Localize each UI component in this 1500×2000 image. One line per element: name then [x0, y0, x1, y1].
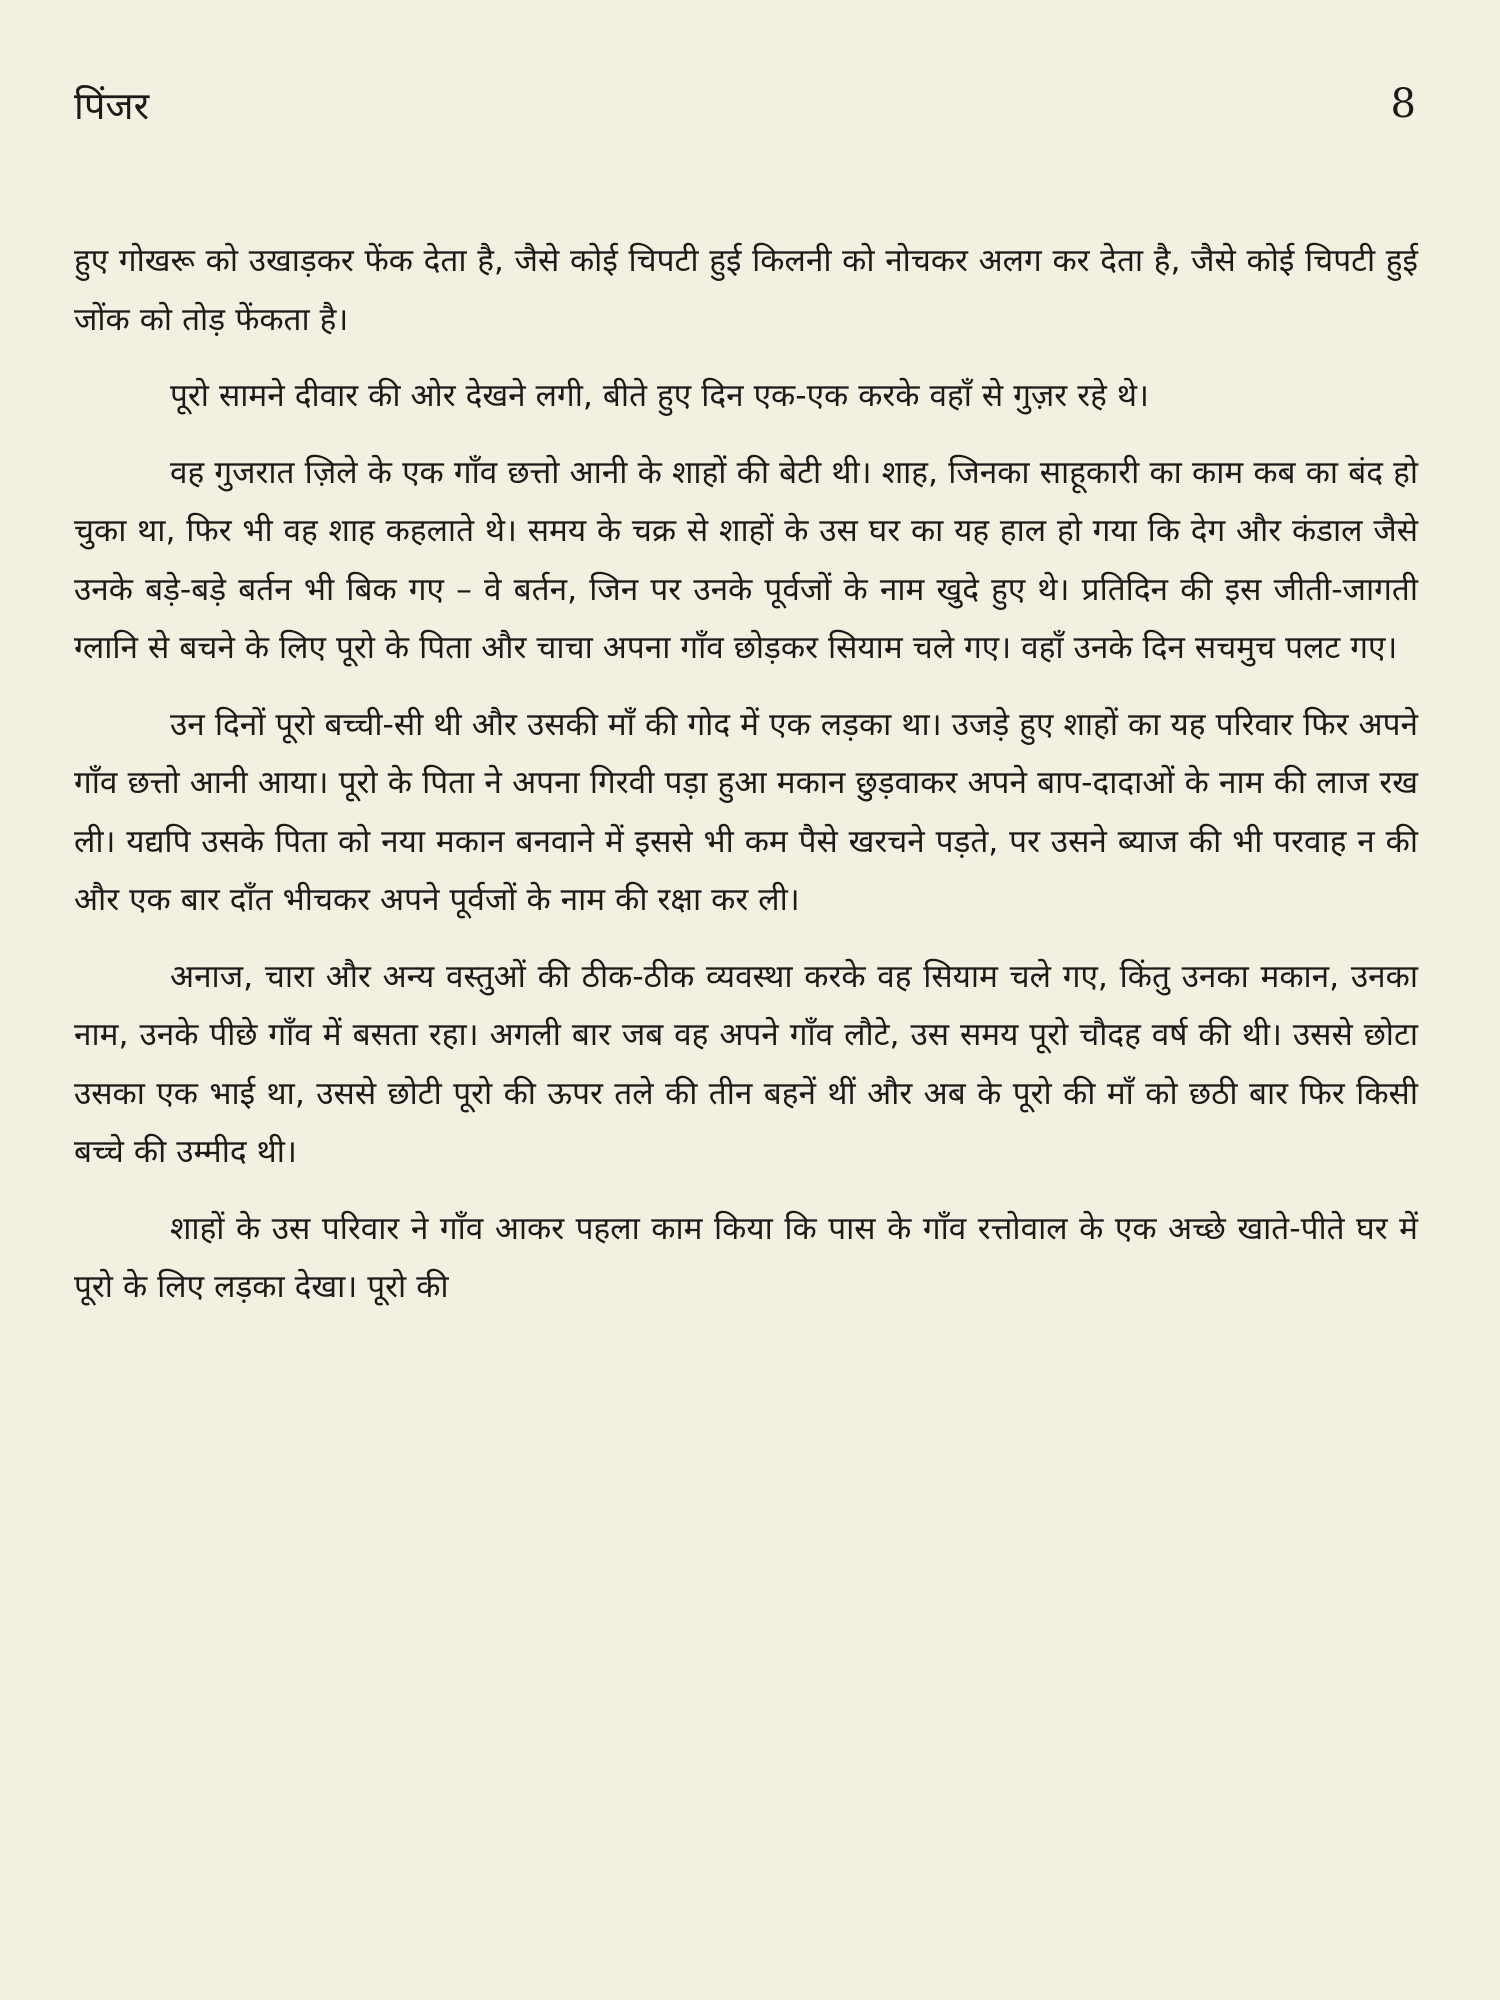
paragraph-2: पूरो सामने दीवार की ओर देखने लगी, बीते हुए दिन एक-एक करके वहाँ से गुज़र रहे थे। [170, 378, 1149, 414]
paragraph-1: हुए गोखरू को उखाड़कर फेंक देता है, जैसे कोई चिपटी हुई किलनी को नोचकर अलग कर देता है, जैसे कोई चिपटी हुई जोंक को तोड़ फेंकता है। [74, 243, 1418, 338]
paragraph-3: वह गुजरात ज़िले के एक गाँव छत्तो आनी के शाहों की बेटी थी। शाह, जिनका साहूकारी का काम कब का बंद हो चुका था, फिर भी वह शाह कहलाते थे। समय के चक्र से शाहों के उस घर का यह हाल हो गया कि देग और कंडाल जैसे उनके बड़े-बड़े बर्तन भी बिक गए – वे बर्तन, जिन पर उनके पूर्वजों के नाम खुदे हुए थे। प्रतिदिन की इस जीती-जागती ग्लानि से बचने के लिए पूरो के पिता और चाचा अपना गाँव छोड़कर सियाम चले गए। वहाँ उनके दिन सचमुच पलट गए। [74, 454, 1418, 666]
paragraph-4: उन दिनों पूरो बच्ची-सी थी और उसकी माँ की गोद में एक लड़का था। उजड़े हुए शाहों का यह परिवार फिर अपने गाँव छत्तो आनी आया। पूरो के पिता ने अपना गिरवी पड़ा हुआ मकान छुड़वाकर अपने बाप-दादाओं के नाम की लाज रख ली। यद्यपि उसके पिता को नया मकान बनवाने में इससे भी कम पैसे खरचने पड़ते, पर उसने ब्याज की भी परवाह न की और एक बार दाँत भीचकर अपने पूर्वजों के नाम की रक्षा कर ली। [74, 706, 1418, 918]
paragraph-6: शाहों के उस परिवार ने गाँव आकर पहला काम किया कि पास के गाँव रत्तोवाल के एक अच्छे खाते-पीते घर में पूरो के लिए लड़का देखा। पूरो की [74, 1210, 1418, 1305]
running-header-title: पिंजर [74, 84, 150, 128]
page-body [74, 232, 1418, 1335]
paragraph-5: अनाज, चारा और अन्य वस्तुओं की ठीक-ठीक व्यवस्था करके वह सियाम चले गए, किंतु उनका मकान, उनका नाम, उनके पीछे गाँव में बसता रहा। अगली बार जब वह अपने गाँव लौटे, उस समय पूरो चौदह वर्ष की थी। उससे छोटा उसका एक भाई था, उससे छोटी पूरो की ऊपर तले की तीन बहनें थीं और अब के पूरो की माँ को छठी बार फिर किसी बच्चे की उम्मीद थी। [74, 958, 1418, 1170]
page-number: 8 [1390, 81, 1416, 127]
